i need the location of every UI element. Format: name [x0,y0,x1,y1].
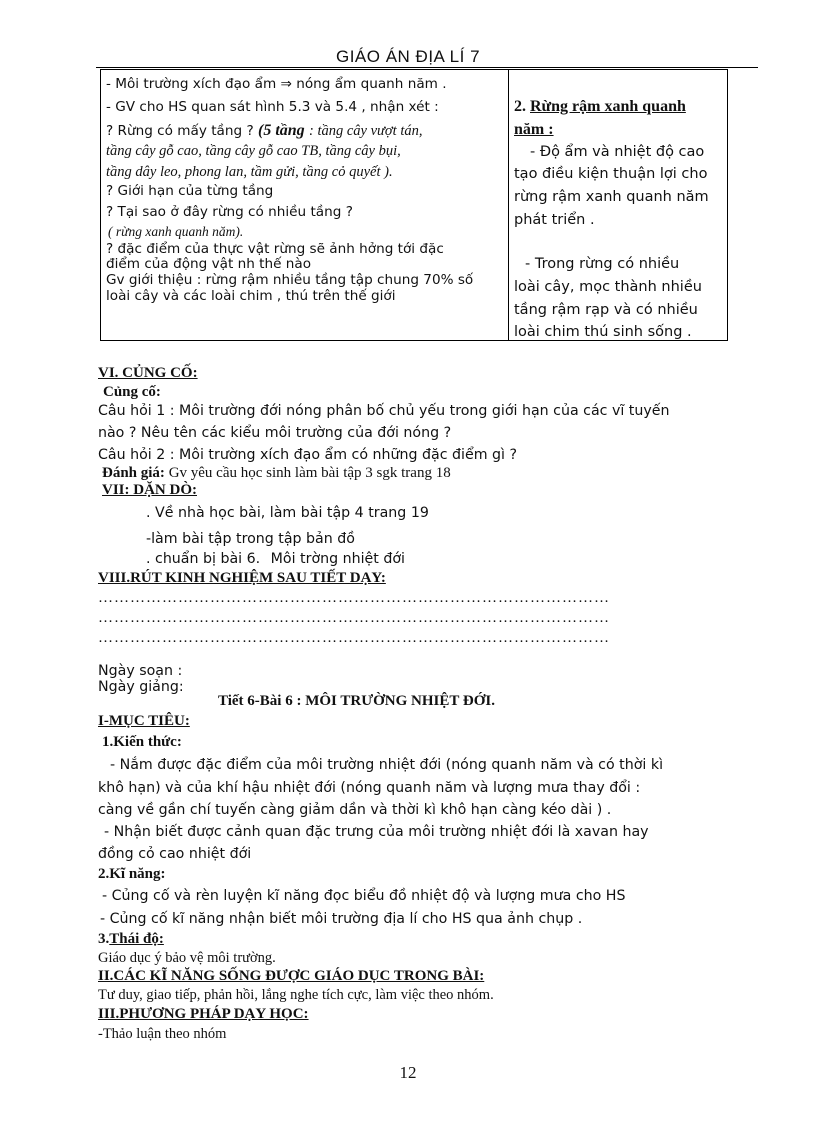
question-1-line-2: nào ? Nêu tên các kiểu môi trường của đới nóng ? [98,425,452,441]
table-left-line-4: tầng cây gỗ cao, tầng cây gỗ cao TB, tầng cây bụi, [106,143,401,159]
table-right-line-3: rừng rậm xanh quanh năm [514,189,709,205]
subheading-cung-co: Củng cố: [103,384,161,400]
table-left-line-10: điểm của động vật nh thế nào [106,256,312,272]
date-taught: Ngày giảng: [98,679,184,695]
heading-rut-kinh-nghiem: VIII.RÚT KINH NGHIỆM SAU TIẾT DẠY: [98,570,386,586]
heading-dan-do: VII: DẶN DÒ: [102,482,197,498]
table-right-line-1: - Độ ẩm và nhiệt độ cao [530,144,705,160]
dotted-line-3: …………………………………………………………………………………… [98,630,610,646]
table-left-line-8: ( rừng xanh quanh năm). [108,224,244,239]
skill-line-1: - Củng cố và rèn luyện kĩ năng đọc biểu đồ nhiệt độ và lượng mưa cho HS [102,888,626,904]
skill-line-2: - Củng cố kĩ năng nhận biết môi trường địa lí cho HS qua ảnh chụp . [100,911,583,927]
date-prepared: Ngày soạn : [98,663,183,679]
knowledge-line-2: khô hạn) và của khí hậu nhiệt đới (nóng quanh năm và lượng mưa thay đổi : [98,780,641,796]
homework-item-3 [146,551,405,567]
knowledge-line-3: càng về gần chí tuyến càng giảm dần và thời kì khô hạn càng kéo dài ) . [98,802,612,818]
table-left-line-12: loài cây và các loài chim , thú trên thế giới [106,288,396,304]
section-2-title [514,98,686,116]
section-2-title-cont: năm : [514,121,554,138]
subheading-kien-thuc: 1.Kiến thức: [102,734,182,750]
method-text: -Thảo luận theo nhóm [98,1026,227,1042]
homework-item-3-topic: Môi trờng nhiệt đới [270,551,405,567]
knowledge-line-4: - Nhận biết được cảnh quan đặc trưng của môi trường nhiệt đới là xavan hay [104,824,649,840]
page-header-title: GIÁO ÁN ĐỊA LÍ 7 [335,47,481,66]
heading-cung-co: VI. CỦNG CỐ: [98,365,198,381]
header-rule [96,67,758,68]
homework-item-2: -làm bài tập trong tập bản đồ [146,531,355,547]
heading-ki-nang-song: II.CÁC KĨ NĂNG SỐNG ĐƯỢC GIÁO DỤC TRONG BÀI: [98,968,485,984]
knowledge-line-1: - Nắm được đặc điểm của môi trường nhiệt đới (nóng quanh năm và có thời kì [110,757,664,773]
homework-item-1: . Về nhà học bài, làm bài tập 4 trang 19 [146,505,429,521]
table-right-line-6: loài cây, mọc thành nhiều [514,279,702,295]
table-left-line-3 [106,122,422,140]
life-skills-text: Tư duy, giao tiếp, phản hồi, lắng nghe tích cực, làm việc theo nhóm. [98,987,494,1003]
heading-phuong-phap: III.PHƯƠNG PHÁP DẠY HỌC: [98,1006,309,1022]
table-column-divider [508,70,509,340]
homework-item-3-text: . chuẩn bị bài 6. [146,551,261,567]
table-right-line-7: tầng rậm rạp và có nhiều [514,302,698,318]
assessment-label: Đánh giá: [102,465,165,481]
table-right-line-5: - Trong rừng có nhiều [525,256,680,272]
answer-five-layers: (5 tầng [257,122,305,139]
attitude-number: 3. [98,931,110,947]
table-right-line-8: loài chim thú sinh sống . [514,324,692,340]
attitude-text: Giáo dục ý bảo vệ môi trường. [98,950,276,966]
table-left-line-2: - GV cho HS quan sát hình 5.3 và 5.4 , nhận xét : [106,99,439,115]
table-right-line-4: phát triển . [514,212,595,228]
table-left-line-11: Gv giới thiệu : rừng rậm nhiều tầng tập chung 70% số [106,272,474,288]
question-2: Câu hỏi 2 : Môi trường xích đạo ẩm có những đặc điểm gì ? [98,447,518,463]
table-left-line-5: tầng dây leo, phong lan, tầm gửi, tầng cỏ quyết ). [106,164,393,180]
section-2-number: 2. [514,98,526,115]
attitude-label: Thái độ: [109,931,164,947]
subheading-thai-do [98,931,164,948]
lesson-title: Tiết 6-Bài 6 : MÔI TRƯỜNG NHIỆT ĐỚI. [218,693,495,709]
page-number: 12 [399,1063,417,1082]
question-layers: ? Rừng có mấy tầng ? [106,123,254,139]
answer-layers-detail: : tầng cây vượt tán, [308,123,423,139]
heading-muc-tieu: I-MỤC TIÊU: [98,713,190,729]
table-right-line-2: tạo điều kiện thuận lợi cho [514,166,708,182]
dotted-line-1: …………………………………………………………………………………… [98,590,610,606]
table-left-line-1: - Môi trường xích đạo ẩm ⇒ nóng ẩm quanh năm . [106,76,447,92]
assessment-text: Gv yêu cầu học sinh làm bài tập 3 sgk trang 18 [164,465,451,481]
table-left-line-9: ? đặc điểm của thực vật rừng sẽ ảnh hởng tới đặc [106,241,444,257]
table-left-line-6: ? Giới hạn của từng tầng [106,183,274,199]
dotted-line-2: …………………………………………………………………………………… [98,610,610,626]
table-left-line-7: ? Tại sao ở đây rừng có nhiều tầng ? [106,204,353,220]
knowledge-line-5: đồng cỏ cao nhiệt đới [98,846,252,862]
section-2-title-text: Rừng rậm xanh quanh [530,98,686,115]
subheading-ki-nang: 2.Kĩ năng: [98,866,166,882]
question-1-line-1: Câu hỏi 1 : Môi trường đới nóng phân bố chủ yếu trong giới hạn của các vĩ tuyến [98,403,670,419]
assessment [102,465,451,482]
